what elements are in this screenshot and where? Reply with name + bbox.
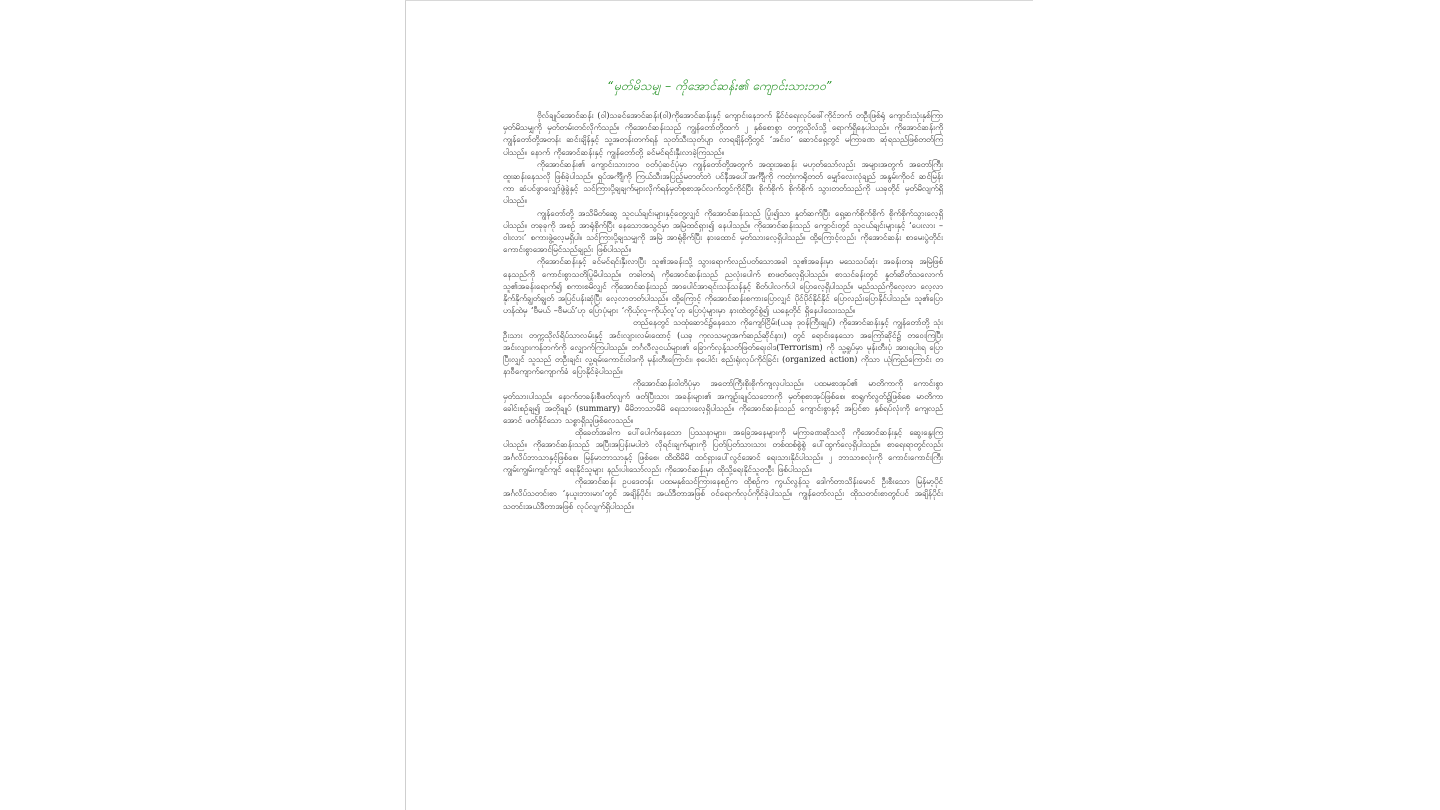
paragraph: ကိုအောင်ဆန်း ဥပဒေတန်း ပထမနှစ်သင်ကြားနေစဉ်က ထိုစဉ်က ကွယ်လွန်သူ ဒေါက်တာသိန်းမောင် ဦးစီးသော မြန်မာ့ပိုင် အင်္ဂလိပ်သတင်းစာ ‘နယူးဘားမား’တွင် အချိန်ပိုင်း အယ်ဒီတာအဖြစ် ဝင်ရောက်လုပ်ကိုင်ခဲ့ပါသည်။ ကျွန်တော်လည်း ထိုသတင်းစာတွင်ပင် အချိန်ပိုင်း သတင်းအယ်ဒီတာအဖြစ် လုပ်လျက်ရှိပါသည်။ bbox=[503, 477, 943, 511]
paragraph: ကိုအောင်ဆန်းဝါတိပုံမှာ အတော်ကြီးစိုးစိုက်ကျလှပါသည်။ ပထမစာအုပ်၏ မာတိကာကို ကောင်းစွာ မှတ်သားပါသည်။ နောက်တခန်းစီဖတ်လျက် ဖတ်ပြီးသား အခန်းများ၏ အကျဉ်းချုပ်သဘောကို မှတ်စုစာအုပ်ဖြစ်စေ၊ စာရွက်လွတ်၌ဖြစ်စေ မာတိကာခေါင်းစဉ်ချ၍ အတိုချုပ် (summary) မိမိဘာသာမိမိ ရေးသားလေ့ရှိပါသည်။ ကိုအောင်ဆန်းသည် ကျောင်းစွာနှင့် အပြင်စာ နှစ်ရပ်လုံးကို ကျေလည်အောင် ဖတ်နိုင်သော သစ္စာရှိသူဖြစ်လေသည်။ bbox=[503, 379, 943, 426]
paragraph: တည်နေတွင် သထုံဆောင်၌နေသော ကိုကျော်ငြိမ်း(ယခု ဒုဝန်ကြီးချုပ်) ကိုအောင်ဆန်းနှင့် ကျွန်တော်တို့ သုံးဦးသား တက္ကသိုလ်ရိပ်သာလမ်းနှင့် အင်းလျားလမ်းထောင့် (ယခု ကုလသမဂ္ဂအက်ဆည်ဆိုင်နား) တွင် ရောင်းနေသော အကြော်ဆိုင်၌ တဝေးကြပြီး အင်းလျားကန်ဘက်ကို လျှောက်ကြပါသည်။ ဘင်္ဂလီလူငယ်များ၏ ခြောက်လှန့်သတ်ဖြတ်ရေးဝါဒ(Terrorism) ကို သူ့ရှုပ်မှာ မုန်းတီးပုံ အားရပါးရ ပြောပြီးလျှင် သူသည် တဦးချင်း လူ့ရမ်းကောင်းဝါဒကို မုန်းတီးကြောင်း၊ စုပေါင်း စည်းရုံးလုပ်ကိုင်ခြင်း (organized action) ကိုသာ ယုံကြည်ကြောင်း တနာဝီကျောက်ကျောက်ခံ ပြောနိုင်ခဲ့ပါသည်။ bbox=[503, 318, 943, 377]
document-page bbox=[405, 0, 1033, 810]
document-body bbox=[503, 110, 943, 513]
paragraph: ဗိုလ်ချုပ်အောင်ဆန်း (ဝါ)သခင်အောင်ဆန်း(ဝါ)ကိုအောင်ဆန်းနှင့် ကျောင်းနေဘက် နိုင်ငံရေးလုပ်ဖေါ်ကိုင်ဘက် တဦးဖြစ်ရုံ ကျောင်းသုံးနှစ်ကြာ မှတ်မိသမျှကို မှတ်တမ်းတင်လိုက်သည်။ ကိုအောင်ဆန်းသည် ကျွန်တော်တို့ထက် ၂ နှစ်စောစွာ တက္ကသိုလ်သို့ ရောက်ရှိနေပါသည်။ ကိုအောင်ဆန်းကို ကျွန်တော်တို့အတန်း ဆင်းချိန်နှင့် သူ့အတန်းတက်ရန် သုတ်သီးသုတ်ပျာ လာရချိန်တို့တွင် ‘အင်းဝ’ ဆောင်ရှေ့တွင် မကြာခဏ ဆုံရသည်ဖြစ်တတ်ကြပါသည်။ နောက် ကိုအောင်ဆန်းနှင့် ကျွန်တော်တို့ ခင်မင်ရင်းနှီးလာခဲ့ကြသည်။ bbox=[503, 111, 943, 157]
paragraph: ကျွန်တော်တို့ အသိမိတ်ဆွေ သူငယ်ချင်းများနှင့်တွေ့လျှင် ကိုအောင်ဆန်းသည် ပြုံး၍သာ နှုတ်ဆက်ပြီး ရှေ့ဆက်စိုက်စိုက် စိုက်စိုက်သွားလေ့ရှိပါသည်။ တခုခုကို အစဉ် အာရုံစိုက်ပြီး နေသောအသွင်မှာ အမြဲထင်ရှား၍ နေပါသည်။ ကိုအောင်ဆန်းသည် ကျောင်းတွင် သူငယ်ချင်းများနှင့် ‘ပေးလား – ဝါးလား’ စကားဖွဲ့လေ့မရှိပါ။ သင်ကြားပို့ချသမျှကို အမြဲ အာရုံစိုက်ပြီး နားထောင် မှတ်သားလေ့ရှိပါသည်။ ထို့ကြောင့်လည်း ကိုအောင်ဆန်း စာမေးပွဲတိုင်း ကောင်းစွာအောင်မြင်သည်ချည်း ဖြစ်ပါသည်။ bbox=[503, 208, 943, 255]
paragraph: ထိုခေတ်အခါက ပေါ်ပေါက်နေသော ပြဿနာများ၊ အခြေအနေများကို မကြာခဏဆိုသလို ကိုအောင်ဆန်းနှင့် ဆွေးနွေးကြပါသည်။ ကိုအောင်ဆန်းသည် အပြီးအပြန်းမပါဘဲ လိုရင်းချက်များကို ပြတ်ပြတ်သားသား တစ်ထစ်စွဲစွဲ ပေါ်ထွက်လေ့ရှိပါသည်။ စာရေးရာတွင်လည်း အင်္ဂလိပ်ဘာသာနှင့်ဖြစ်စေ၊ မြန်မာဘာသာနှင့် ဖြစ်စေ၊ ထိထိမိမိ ထင်ရှားပေါ်လွင်အောင် ရေးသားနိုင်ပါသည်။ ၂ ဘာသာစလုံးကို ကောင်းကောင်းကြီး ကျွမ်းကျွမ်းကျင်ကျင် ရေးနိုင်သူများ နည်းပါးသော်လည်း ကိုအောင်ဆန်းမှာ ထိုသို့ရေးနိုင်သူတဦး ဖြစ်ပါသည်။ bbox=[503, 428, 943, 474]
paragraph: ကိုအောင်ဆန်းနှင့် ခင်မင်ရင်းနှီးလာပြီး သူ၏အခန်းသို့ သွားရောက်လည်ပတ်သောအခါ သူ၏အခန်းမှာ မသေသပ်ဆုံး အခန်းတခု အမြဲဖြစ်နေသည်ကို ကောင်းစွာသတိပြုမိပါသည်။ တခါတရံ ကိုအောင်ဆန်းသည် ညလုံးပေါက် စာဖတ်လေ့ရှိပါသည်။ စာသင်ခန်းတွင် နှုတ်ဆိတ်သလောက် သူ၏အခန်းရောက်၍ စကားစမိလျှင် ကိုအောင်ဆန်းသည် အာပေါင်အာရင်းသန်သန်နှင့် စိတ်ပါလက်ပါ ပြောလေ့ရှိပါသည်။ မည်သည်ကိုလေ့လာ လေ့လာ နိုက်နိုက်ချွတ်ချွတ် အပြင်ပန်းဆုံပြီး လေ့လာတတ်ပါသည်။ ထို့ကြောင့် ကိုအောင်ဆန်းစကားပြောလျှင် ပိုင်ပိုင်နိုင်နိုင် ပြောလည်းပြောနိုင်ပါသည်။ သူ၏ပြောဟန်ထဲမှ ‘ဗီမယ် –ဗီမယ်’ဟု ပြောပုံများ ‘ကိုယ့်လူ–ကိုယ့်လူ’ဟု ပြောပုံများမှာ နားထဲတွင်စွဲ၍ ယနေ့တိုင် ရှိနေပါသေးသည်။ bbox=[503, 257, 943, 316]
paragraph: ကိုအောင်ဆန်း၏ ကျောင်းသားဘဝ ဝတ်ပုံဆင်ပုံမှာ ကျွန်တော်တို့အတွက် အထူးအဆန်း မဟုတ်သော်လည်း အများအတွက် အတော်ကြီးထူးဆန်းနေသလို ဖြစ်ခဲ့ပါသည်။ ရှပ်အင်္ကျီကို ကြယ်သီးအပြည့်မတတ်ဘဲ ပင်နီအပေါ်အင်္ကျီကို ကတုံးကရိုတတ် မျှော်လေးလုံချည် အနွမ်းကိုဝင် ဆင်မြန်းကာ ဆံပင်ဖွာလျှော်ဖွဲခွဲနှင့် သင်ကြားပို့ချချက်များလိုက်ရန်မှတ်စုစာအုပ်လက်တွင်ကိုင်ပြီး စိုက်စိုက် စိုက်စိုက် သွားတတ်သည်ကို ယခုတိုင် မှတ်မိလျက်ရှိပါသည်။ bbox=[503, 159, 943, 206]
document-title: “မှတ်မိသမျှ – ကိုအောင်ဆန်း၏ ကျောင်းသားဘဝ” bbox=[607, 79, 833, 93]
